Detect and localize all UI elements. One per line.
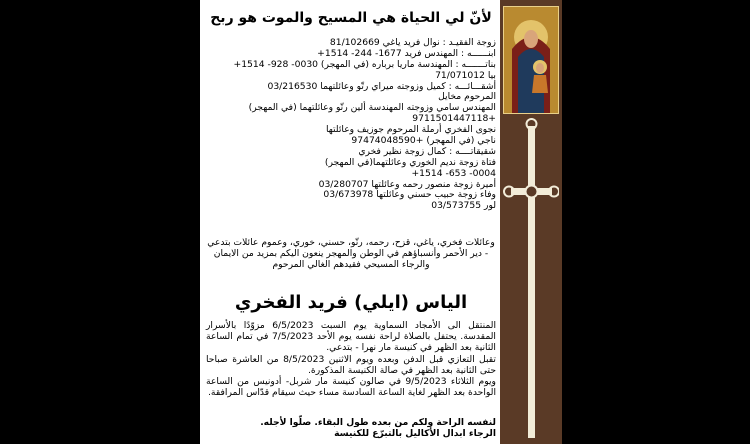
detail-line: بيا 71/071012 bbox=[435, 69, 496, 81]
verse-heading: لأنّ لي الحياة هي المسيح والموت هو ربح bbox=[210, 10, 492, 26]
detail-line: زوجة الفقيـد : نوال فريد ياغي 81/102669 bbox=[329, 37, 496, 48]
notice-paragraph: ويوم الثلاثاء 9/5/2023 في صالون كنيسة مار شربل- أدونيس من الساعة الواحدة بعد الظهر لغاية الساعة السادسة مساء حيث سيقام قدّاس المرافقة. bbox=[206, 376, 496, 399]
footer-line: لنفسه الراحة ولكم من بعده طول البقاء. صلّوا لأجله. bbox=[260, 417, 496, 428]
detail-line: نجوى الفخري أرملة المرحوم جوزيف وعائلتها bbox=[326, 124, 496, 136]
detail-line: ناجي (في المهجر) +97474048590 bbox=[351, 135, 496, 147]
footer-line: الرجاء ابدال الأكاليل بالتبرّع للكنيسة bbox=[334, 428, 496, 439]
family-details bbox=[206, 38, 496, 212]
detail-line: 0004- 653- 1514+ bbox=[411, 167, 496, 179]
families-announcement: وعائلات فخري، ياغي، قزح، رحمه، رتّو، حسني، خوري، وعموم عائلات بتدعي - دير الأحمر وأنسباؤهم في الوطن والمهجر ينعون اليكم بمزيد من الايمان والرجاء المسيحي فقيدهم الغالي المرحوم bbox=[207, 237, 495, 270]
detail-line: المرحوم مخايل bbox=[438, 91, 496, 103]
virgin-mary-icon bbox=[503, 6, 559, 114]
cross-icon bbox=[503, 118, 559, 444]
notice-paragraph: المنتقل الى الأمجاد السماوية يوم السبت 6/5/2023 مزوّدًا بالأسرار المقدسة. يحتفل بالصلاة لراحة نفسه يوم الأحد 7/5/2023 في تمام الساعة الثانية بعد الظهر في كنيسة مار نهرا - بتدعي. bbox=[206, 320, 496, 354]
funeral-notice bbox=[206, 320, 496, 398]
detail-line: أشقـــائـــه : كميل وزوجته ميراي رتّو وعائلتهما 03/216530 bbox=[267, 80, 496, 92]
notice-paragraph: تقبل التعازي قبل الدفن وبعده ويوم الاثنين 8/5/2023 من العاشرة صباحا حتى الثانية بعد الظهر في صالة الكنيسة المذكورة. bbox=[206, 353, 496, 376]
closing-footer bbox=[206, 417, 496, 439]
detail-line: بناتـــــــه : المهندسة ماريا برباره (في المهجر) 0030- 928- 1514+ bbox=[233, 58, 496, 70]
detail-line: ابنــــــه : المهندس فريد 1677- 244- 1514+ bbox=[317, 47, 496, 59]
detail-line: وفاء زوجة حبيب حسني وعائلتها 03/673978 bbox=[323, 189, 496, 201]
detail-line: +9711501447118 bbox=[412, 113, 496, 125]
deceased-name: الياس (ايلي) فريد الفخري bbox=[234, 292, 468, 313]
detail-line: أميرة زوجة منصور رحمه وعائلتها 03/280707 bbox=[318, 178, 496, 190]
detail-line: فتاة زوجة نديم الخوري وعائلتهما(في المهجر) bbox=[324, 156, 496, 168]
detail-line: شقيقاتــــه : كمال زوجة نظير فخري bbox=[358, 145, 496, 157]
detail-line: لور 03/573755 bbox=[431, 200, 496, 212]
detail-line: المهندس سامي وزوجته المهندسة ألين رتّو وعائلتهما (في المهجر) bbox=[248, 102, 496, 114]
